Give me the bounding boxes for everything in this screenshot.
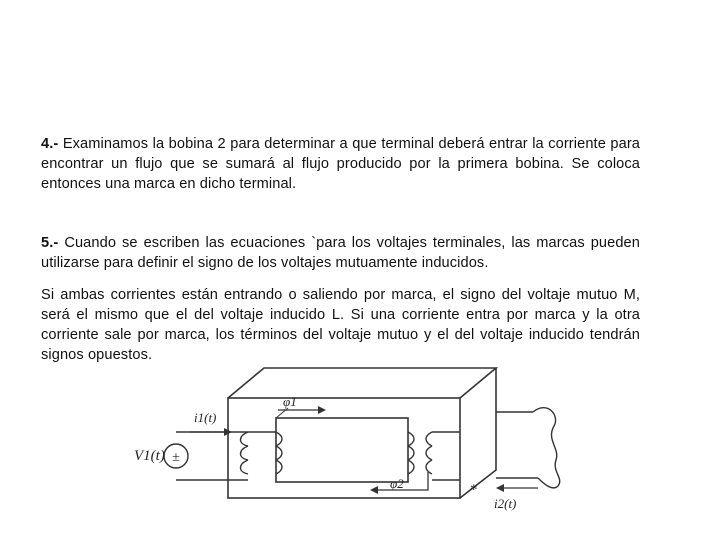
label-phi2: φ2 — [390, 476, 404, 491]
primary-coil — [176, 432, 282, 480]
paragraph-step-5 — [41, 233, 640, 273]
label-phi1: φ1 — [283, 394, 297, 409]
secondary-coil — [408, 412, 538, 480]
coupled-coils-figure — [128, 360, 568, 540]
label-i1: i1(t) — [194, 410, 217, 425]
label-i2: i2(t) — [494, 496, 517, 511]
source-sign: ± — [172, 450, 180, 465]
load-wavy-edge — [533, 408, 560, 488]
paragraph-step-4 — [41, 134, 640, 194]
polarity-mark: * — [470, 482, 478, 498]
label-v1: V1(t) — [134, 448, 165, 464]
i1-arrow — [190, 428, 232, 436]
step-number-5: 5.- — [41, 234, 59, 251]
paragraph-text-5: Cuando se escriben las ecuaciones `para los voltajes terminales, las marcas pueden utilizarse para definir el signo de los voltajes mutuamente inducidos. — [41, 234, 640, 271]
transformer-diagram — [128, 360, 568, 540]
magnetic-core — [228, 368, 496, 498]
step-number-4: 4.- — [41, 135, 59, 152]
i2-arrow — [496, 484, 538, 492]
voltage-source — [164, 444, 188, 468]
paragraph-sign-rule: Si ambas corrientes están entrando o saliendo por marca, el signo del voltaje mutuo M, será el mismo que el del voltaje inducido L. Si una corriente entra por marca y la otra corriente sale por marca, los términos del voltaje mutuo y el del voltaje inducido tendrán signos opuestos. — [41, 286, 640, 363]
paragraph-text-4: Examinamos la bobina 2 para determinar a que terminal deberá entrar la corriente para encontrar un flujo que se sumará al flujo producido por la primera bobina. Se coloca entonces una marca en dicho terminal. — [41, 135, 640, 192]
